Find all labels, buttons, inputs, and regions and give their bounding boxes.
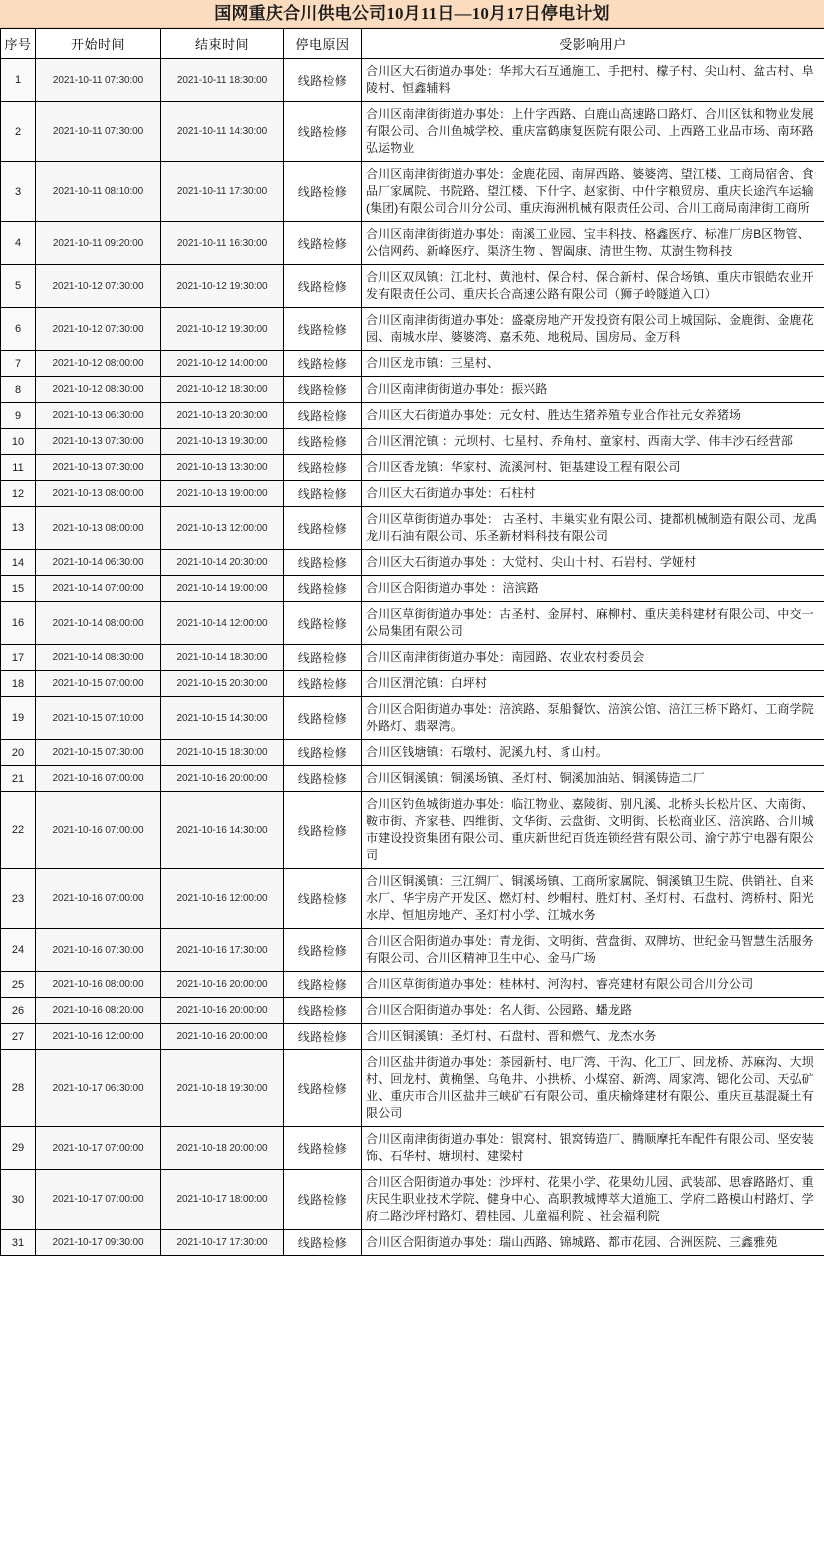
table-row <box>1 481 824 507</box>
affected-users-cell: 合川区双凤镇：江北村、黄池村、保合村、保合新村、保合场镇、重庆市银皓农业开发有限责任公司、重庆长合高速公路有限公司（狮子岭隧道入口） <box>362 265 824 308</box>
end-time-cell: 2021-10-12 19:30:00 <box>161 308 284 351</box>
start-time-cell: 2021-10-17 07:00:00 <box>36 1170 161 1230</box>
end-time-cell: 2021-10-14 12:00:00 <box>161 602 284 645</box>
outage-reason-cell: 线路检修 <box>284 929 362 972</box>
end-time-cell: 2021-10-12 19:30:00 <box>161 265 284 308</box>
outage-reason-cell: 线路检修 <box>284 671 362 697</box>
start-time-cell: 2021-10-12 08:30:00 <box>36 377 161 403</box>
outage-reason-cell: 线路检修 <box>284 645 362 671</box>
row-index-cell: 12 <box>1 481 36 507</box>
end-time-cell: 2021-10-16 20:00:00 <box>161 998 284 1024</box>
start-time-cell: 2021-10-14 07:00:00 <box>36 576 161 602</box>
table-header-row <box>1 29 824 59</box>
table-row <box>1 550 824 576</box>
table-row <box>1 998 824 1024</box>
affected-users-cell: 合川区合阳街道办事处：名人街、公园路、蟠龙路 <box>362 998 824 1024</box>
affected-users-cell: 合川区大石街道办事处：华邦大石互通施工、手把村、檬子村、尖山村、盆古村、阜陵村、恒鑫辅料 <box>362 59 824 102</box>
row-index-cell: 29 <box>1 1127 36 1170</box>
affected-users-cell: 合川区铜溪镇：铜溪场镇、圣灯村、铜溪加油站、铜溪铸造二厂 <box>362 766 824 792</box>
affected-users-cell: 合川区渭沱镇 ：元坝村、七星村、乔角村、童家村、西南大学、伟丰沙石经营部 <box>362 429 824 455</box>
affected-users-cell: 合川区大石街道办事处 ：大觉村、尖山十村、石岩村、学娅村 <box>362 550 824 576</box>
outage-reason-cell: 线路检修 <box>284 1024 362 1050</box>
row-index-cell: 25 <box>1 972 36 998</box>
outage-reason-cell: 线路检修 <box>284 102 362 162</box>
end-time-cell: 2021-10-13 19:30:00 <box>161 429 284 455</box>
end-time-cell: 2021-10-15 20:30:00 <box>161 671 284 697</box>
affected-users-cell: 合川区草街街道办事处：桂林村、河沟村、睿亮建材有限公司合川分公司 <box>362 972 824 998</box>
end-time-cell: 2021-10-14 18:30:00 <box>161 645 284 671</box>
table-row <box>1 602 824 645</box>
end-time-cell: 2021-10-16 17:30:00 <box>161 929 284 972</box>
outage-schedule-table <box>0 28 824 1256</box>
table-row <box>1 792 824 869</box>
table-row <box>1 1024 824 1050</box>
affected-users-cell: 合川区南津街街道办事处：南溪工业园、宝丰科技、格鑫医疗、标准厂房B区物管、公信网药、新峰医疗、渠济生物 、智阖康、清世生物、苁澍生物科技 <box>362 222 824 265</box>
affected-users-cell: 合川区合阳街道办事处：青龙街、文明街、营盘街、双牌坊、世纪金马智慧生活服务有限公司、合川区精神卫生中心、金马广场 <box>362 929 824 972</box>
start-time-cell: 2021-10-16 12:00:00 <box>36 1024 161 1050</box>
start-time-cell: 2021-10-16 07:30:00 <box>36 929 161 972</box>
start-time-cell: 2021-10-14 08:00:00 <box>36 602 161 645</box>
start-time-cell: 2021-10-13 07:30:00 <box>36 455 161 481</box>
row-index-cell: 9 <box>1 403 36 429</box>
start-time-cell: 2021-10-17 09:30:00 <box>36 1230 161 1256</box>
affected-users-cell: 合川区钓鱼城街道办事处：临江物业、嘉陵街、别凡溪、北桥头长松片区、大南街、鞍市街、齐家巷、四维街、文华街、云盘街、文明街、长松商业区、涪滨路、合川城市建设投资集团有限公司、重庆新世纪百货连锁经营有限公司、渝宁苏宁电器有限公司 <box>362 792 824 869</box>
end-time-cell: 2021-10-16 14:30:00 <box>161 792 284 869</box>
row-index-cell: 5 <box>1 265 36 308</box>
outage-reason-cell: 线路检修 <box>284 308 362 351</box>
affected-users-cell: 合川区钱塘镇：石墩村、泥溪九村、豸山村。 <box>362 740 824 766</box>
end-time-cell: 2021-10-16 20:00:00 <box>161 1024 284 1050</box>
row-index-cell: 28 <box>1 1050 36 1127</box>
start-time-cell: 2021-10-14 08:30:00 <box>36 645 161 671</box>
row-index-cell: 20 <box>1 740 36 766</box>
table-row <box>1 1170 824 1230</box>
column-header-users: 受影响用户 <box>362 29 824 59</box>
row-index-cell: 24 <box>1 929 36 972</box>
end-time-cell: 2021-10-16 20:00:00 <box>161 766 284 792</box>
start-time-cell: 2021-10-16 07:00:00 <box>36 766 161 792</box>
outage-reason-cell: 线路检修 <box>284 1050 362 1127</box>
start-time-cell: 2021-10-11 07:30:00 <box>36 59 161 102</box>
end-time-cell: 2021-10-11 18:30:00 <box>161 59 284 102</box>
table-row <box>1 429 824 455</box>
affected-users-cell: 合川区草街街道办事处：古圣村、金屏村、麻柳村、重庆美科建材有限公司、中交一公局集团有限公司 <box>362 602 824 645</box>
outage-reason-cell: 线路检修 <box>284 351 362 377</box>
table-row <box>1 972 824 998</box>
table-row <box>1 740 824 766</box>
end-time-cell: 2021-10-11 17:30:00 <box>161 162 284 222</box>
end-time-cell: 2021-10-17 17:30:00 <box>161 1230 284 1256</box>
table-row <box>1 59 824 102</box>
row-index-cell: 3 <box>1 162 36 222</box>
row-index-cell: 11 <box>1 455 36 481</box>
table-row <box>1 403 824 429</box>
outage-reason-cell: 线路检修 <box>284 455 362 481</box>
table-row <box>1 222 824 265</box>
row-index-cell: 17 <box>1 645 36 671</box>
affected-users-cell: 合川区合阳街道办事处 ：涪滨路 <box>362 576 824 602</box>
outage-reason-cell: 线路检修 <box>284 766 362 792</box>
row-index-cell: 8 <box>1 377 36 403</box>
affected-users-cell: 合川区合阳街道办事处：涪滨路、泵船餐饮、涪滨公馆、涪江三桥下路灯、工商学院外路灯、翡翠湾。 <box>362 697 824 740</box>
start-time-cell: 2021-10-12 07:30:00 <box>36 308 161 351</box>
start-time-cell: 2021-10-16 08:20:00 <box>36 998 161 1024</box>
start-time-cell: 2021-10-15 07:00:00 <box>36 671 161 697</box>
outage-reason-cell: 线路检修 <box>284 576 362 602</box>
outage-reason-cell: 线路检修 <box>284 429 362 455</box>
outage-reason-cell: 线路检修 <box>284 602 362 645</box>
affected-users-cell: 合川区南津街街道办事处：盛豪房地产开发投资有限公司上城国际、金鹿街、金鹿花园、南城水岸、婆婆湾、嘉禾苑、地税局、国房局、金万科 <box>362 308 824 351</box>
table-row <box>1 308 824 351</box>
row-index-cell: 23 <box>1 869 36 929</box>
start-time-cell: 2021-10-14 06:30:00 <box>36 550 161 576</box>
start-time-cell: 2021-10-16 07:00:00 <box>36 792 161 869</box>
table-body <box>1 59 824 1256</box>
end-time-cell: 2021-10-15 18:30:00 <box>161 740 284 766</box>
start-time-cell: 2021-10-17 06:30:00 <box>36 1050 161 1127</box>
table-row <box>1 766 824 792</box>
table-row <box>1 1230 824 1256</box>
affected-users-cell: 合川区合阳街道办事处：沙坪村、花果小学、花果幼儿园、武装部、思睿路路灯、重庆民生职业技术学院、健身中心、高职教城博萃大道施工、学府二路模山村路灯、学府二路沙坪村路灯、碧桂园、儿童福利院 、社会福利院 <box>362 1170 824 1230</box>
start-time-cell: 2021-10-16 07:00:00 <box>36 869 161 929</box>
row-index-cell: 6 <box>1 308 36 351</box>
start-time-cell: 2021-10-13 07:30:00 <box>36 429 161 455</box>
column-header-start: 开始时间 <box>36 29 161 59</box>
end-time-cell: 2021-10-16 12:00:00 <box>161 869 284 929</box>
outage-reason-cell: 线路检修 <box>284 550 362 576</box>
start-time-cell: 2021-10-15 07:30:00 <box>36 740 161 766</box>
start-time-cell: 2021-10-13 08:00:00 <box>36 507 161 550</box>
table-row <box>1 576 824 602</box>
end-time-cell: 2021-10-14 19:00:00 <box>161 576 284 602</box>
outage-reason-cell: 线路检修 <box>284 481 362 507</box>
start-time-cell: 2021-10-11 09:20:00 <box>36 222 161 265</box>
end-time-cell: 2021-10-11 14:30:00 <box>161 102 284 162</box>
end-time-cell: 2021-10-14 20:30:00 <box>161 550 284 576</box>
end-time-cell: 2021-10-13 13:30:00 <box>161 455 284 481</box>
row-index-cell: 15 <box>1 576 36 602</box>
affected-users-cell: 合川区香龙镇：华家村、流溪河村、钜基建设工程有限公司 <box>362 455 824 481</box>
row-index-cell: 1 <box>1 59 36 102</box>
outage-reason-cell: 线路检修 <box>284 1127 362 1170</box>
end-time-cell: 2021-10-13 20:30:00 <box>161 403 284 429</box>
outage-reason-cell: 线路检修 <box>284 265 362 308</box>
row-index-cell: 10 <box>1 429 36 455</box>
outage-reason-cell: 线路检修 <box>284 507 362 550</box>
outage-reason-cell: 线路检修 <box>284 972 362 998</box>
start-time-cell: 2021-10-12 07:30:00 <box>36 265 161 308</box>
row-index-cell: 30 <box>1 1170 36 1230</box>
table-row <box>1 929 824 972</box>
row-index-cell: 13 <box>1 507 36 550</box>
outage-reason-cell: 线路检修 <box>284 740 362 766</box>
row-index-cell: 2 <box>1 102 36 162</box>
row-index-cell: 26 <box>1 998 36 1024</box>
page-title: 国网重庆合川供电公司10月11日—10月17日停电计划 <box>214 4 610 23</box>
table-row <box>1 507 824 550</box>
table-row <box>1 1050 824 1127</box>
affected-users-cell: 合川区盐井街道办事处：茶园新村、电厂湾、干沟、化工厂、回龙桥、苏麻沟、大坝村、回龙村、黄桷堡、乌龟井、小拱桥、小煤窑、新湾、周家湾、锶化公司、天弘矿业、重庆市合川区盐井三峡矿石有限公司、重庆榆烽建材有限公、重庆亘基混凝土有限公司 <box>362 1050 824 1127</box>
row-index-cell: 19 <box>1 697 36 740</box>
affected-users-cell: 合川区合阳街道办事处：瑞山西路、锦城路、都市花园、合洲医院、三鑫雅苑 <box>362 1230 824 1256</box>
start-time-cell: 2021-10-15 07:10:00 <box>36 697 161 740</box>
table-row <box>1 455 824 481</box>
end-time-cell: 2021-10-16 20:00:00 <box>161 972 284 998</box>
outage-reason-cell: 线路检修 <box>284 1230 362 1256</box>
row-index-cell: 22 <box>1 792 36 869</box>
end-time-cell: 2021-10-17 18:00:00 <box>161 1170 284 1230</box>
table-row <box>1 869 824 929</box>
outage-reason-cell: 线路检修 <box>284 162 362 222</box>
table-header <box>1 29 824 59</box>
affected-users-cell: 合川区渭沱镇：白坪村 <box>362 671 824 697</box>
row-index-cell: 7 <box>1 351 36 377</box>
outage-reason-cell: 线路检修 <box>284 792 362 869</box>
affected-users-cell: 合川区南津街街道办事处：金鹿花园、南屏西路、婆婆湾、望江楼、工商局宿舍、食品厂家属院、书院路、望江楼、下什字、赵家街、中什字粮贸房、重庆长途汽车运输(集团)有限公司合川分公司、重庆海洲机械有限责任公司、合川工商局南津街工商所 <box>362 162 824 222</box>
affected-users-cell: 合川区南津街街道办事处：上什字西路、白鹿山高速路口路灯、合川区钛和物业发展有限公司、合川鱼城学校、重庆富鹤康复医院有限公司、上西路工业品市场、南环路弘运物业 <box>362 102 824 162</box>
outage-reason-cell: 线路检修 <box>284 1170 362 1230</box>
end-time-cell: 2021-10-18 19:30:00 <box>161 1050 284 1127</box>
affected-users-cell: 合川区大石街道办事处：元女村、胜达生猪养殖专业合作社元女养猪场 <box>362 403 824 429</box>
table-row <box>1 1127 824 1170</box>
table-row <box>1 162 824 222</box>
outage-reason-cell: 线路检修 <box>284 869 362 929</box>
affected-users-cell: 合川区南津街街道办事处：振兴路 <box>362 377 824 403</box>
row-index-cell: 21 <box>1 766 36 792</box>
outage-reason-cell: 线路检修 <box>284 222 362 265</box>
table-row <box>1 265 824 308</box>
affected-users-cell: 合川区草街街道办事处： 古圣村、丰巢实业有限公司、捷都机械制造有限公司、龙禹龙川石油有限公司、乐圣新材料科技有限公司 <box>362 507 824 550</box>
end-time-cell: 2021-10-12 14:00:00 <box>161 351 284 377</box>
affected-users-cell: 合川区大石街道办事处：石柱村 <box>362 481 824 507</box>
start-time-cell: 2021-10-16 08:00:00 <box>36 972 161 998</box>
affected-users-cell: 合川区铜溪镇：三江绸厂、铜溪场镇、工商所家属院、铜溪镇卫生院、供销社、自来水厂、华宇房产开发区、燃灯村、纱帽村、胜灯村、圣灯村、石盘村、湾桥村、阳光水岸、恒旭房地产、圣灯村小学、江城水务 <box>362 869 824 929</box>
affected-users-cell: 合川区铜溪镇：圣灯村、石盘村、晋和燃气、龙杰水务 <box>362 1024 824 1050</box>
table-row <box>1 102 824 162</box>
document-title-bar <box>0 0 824 28</box>
column-header-end: 结束时间 <box>161 29 284 59</box>
outage-reason-cell: 线路检修 <box>284 377 362 403</box>
end-time-cell: 2021-10-12 18:30:00 <box>161 377 284 403</box>
table-row <box>1 697 824 740</box>
table-row <box>1 377 824 403</box>
row-index-cell: 18 <box>1 671 36 697</box>
outage-reason-cell: 线路检修 <box>284 697 362 740</box>
start-time-cell: 2021-10-11 08:10:00 <box>36 162 161 222</box>
start-time-cell: 2021-10-12 08:00:00 <box>36 351 161 377</box>
affected-users-cell: 合川区龙市镇：三星村、 <box>362 351 824 377</box>
end-time-cell: 2021-10-11 16:30:00 <box>161 222 284 265</box>
outage-reason-cell: 线路检修 <box>284 998 362 1024</box>
table-row <box>1 671 824 697</box>
row-index-cell: 27 <box>1 1024 36 1050</box>
row-index-cell: 4 <box>1 222 36 265</box>
outage-reason-cell: 线路检修 <box>284 403 362 429</box>
column-header-index: 序号 <box>1 29 36 59</box>
affected-users-cell: 合川区南津街街道办事处：南园路、农业农村委员会 <box>362 645 824 671</box>
row-index-cell: 31 <box>1 1230 36 1256</box>
end-time-cell: 2021-10-13 12:00:00 <box>161 507 284 550</box>
end-time-cell: 2021-10-15 14:30:00 <box>161 697 284 740</box>
start-time-cell: 2021-10-13 06:30:00 <box>36 403 161 429</box>
row-index-cell: 16 <box>1 602 36 645</box>
end-time-cell: 2021-10-18 20:00:00 <box>161 1127 284 1170</box>
start-time-cell: 2021-10-17 07:00:00 <box>36 1127 161 1170</box>
end-time-cell: 2021-10-13 19:00:00 <box>161 481 284 507</box>
table-row <box>1 645 824 671</box>
table-row <box>1 351 824 377</box>
start-time-cell: 2021-10-11 07:30:00 <box>36 102 161 162</box>
start-time-cell: 2021-10-13 08:00:00 <box>36 481 161 507</box>
row-index-cell: 14 <box>1 550 36 576</box>
outage-reason-cell: 线路检修 <box>284 59 362 102</box>
column-header-reason: 停电原因 <box>284 29 362 59</box>
affected-users-cell: 合川区南津街街道办事处：银窝村、银窝铸造厂、腾顺摩托车配件有限公司、坚安装饰、石华村、塘坝村、建梁村 <box>362 1127 824 1170</box>
